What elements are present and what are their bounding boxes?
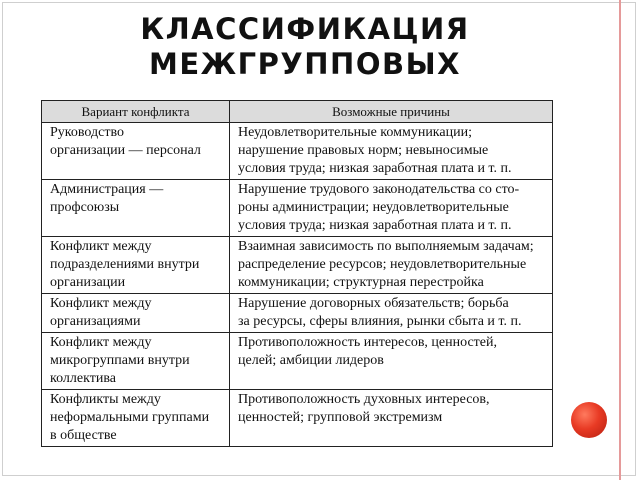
cell-variant: Руководство организации — персонал	[42, 123, 230, 180]
cell-causes: Нарушение договорных обязательств; борьба за ресурсы, сферы влияния, рынки сбыта и т. п.	[230, 294, 553, 333]
table-row	[42, 123, 553, 180]
decorative-circle-icon	[571, 402, 607, 438]
cell-variant: Конфликты между неформальными группами в обществе	[42, 390, 230, 447]
accent-line	[619, 0, 621, 480]
cell-causes: Взаимная зависимость по выполняемым задачам; распределение ресурсов; неудовлетворительные коммуникации; структурная перестройка	[230, 237, 553, 294]
slide-title	[0, 12, 610, 82]
table-row	[42, 390, 553, 447]
header-causes: Возможные причины	[230, 101, 553, 123]
table-row	[42, 237, 553, 294]
table-row	[42, 180, 553, 237]
table-row	[42, 294, 553, 333]
cell-causes: Неудовлетворительные коммуникации; нарушение правовых норм; невыносимые условия труда; низкая заработная плата и т. п.	[230, 123, 553, 180]
title-line-1: КЛАССИФИКАЦИЯ	[140, 12, 470, 46]
cell-variant: Конфликт между микрогруппами внутри коллектива	[42, 333, 230, 390]
cell-causes: Противоположность интересов, ценностей, целей; амбиции лидеров	[230, 333, 553, 390]
cell-variant: Конфликт между подразделениями внутри организации	[42, 237, 230, 294]
header-variant: Вариант конфликта	[42, 101, 230, 123]
cell-variant: Администрация — профсоюзы	[42, 180, 230, 237]
cell-variant: Конфликт между организациями	[42, 294, 230, 333]
cell-causes: Нарушение трудового законодательства со сто- роны администрации; неудовлетворительные условия труда; низкая заработная плата и т. п.	[230, 180, 553, 237]
title-line-2: МЕЖГРУППОВЫХ	[149, 47, 461, 81]
table-header-row	[42, 101, 553, 123]
cell-causes: Противоположность духовных интересов, ценностей; групповой экстремизм	[230, 390, 553, 447]
conflict-table	[41, 100, 553, 447]
table-row	[42, 333, 553, 390]
